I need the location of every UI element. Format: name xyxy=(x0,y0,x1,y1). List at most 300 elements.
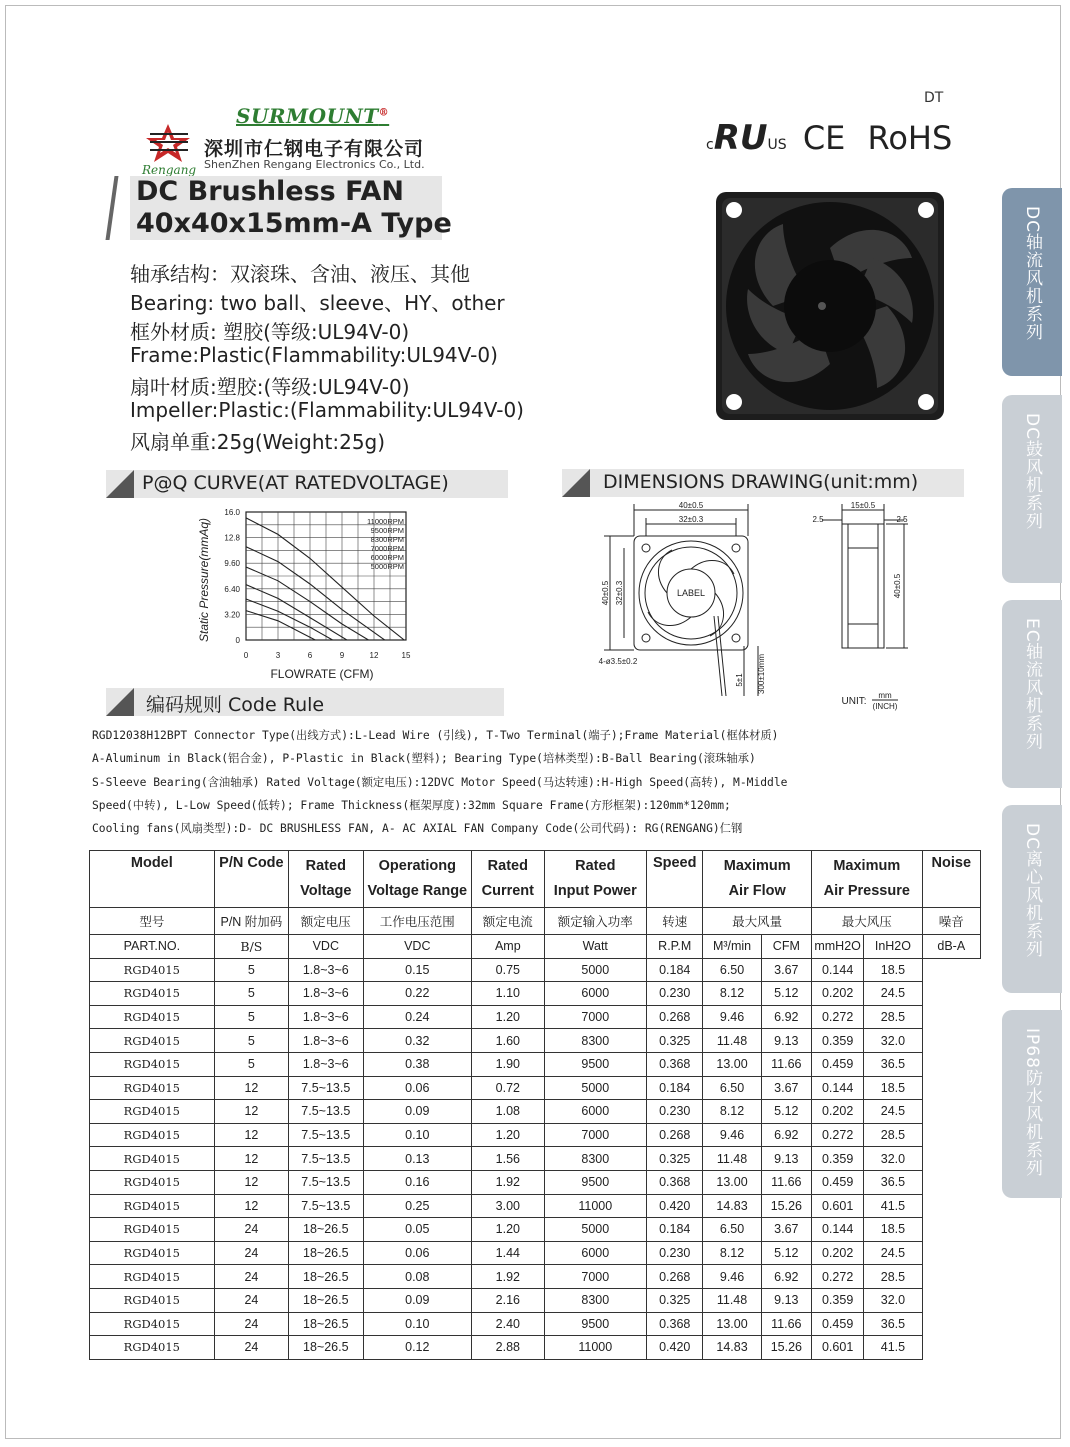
cell-pressure-mmh2o: 15.26 xyxy=(761,1336,811,1360)
code-rule-line: Speed(中转), L-Low Speed(低转); Frame Thickness(框架厚度):32mm Square Frame(方形框架):120mm*120mm; xyxy=(92,799,731,812)
cell-operating-range: 7.5~13.5 xyxy=(289,1194,363,1218)
cell-operating-range: 18~26.5 xyxy=(289,1336,363,1360)
cell-pressure-inh2o: 0.601 xyxy=(811,1336,863,1360)
cell-rated-power: 1.92 xyxy=(472,1265,544,1289)
pq-y-tick: 16.0 xyxy=(224,508,240,517)
cell-rated-power: 1.90 xyxy=(472,1052,544,1076)
cell-rated-power: 2.16 xyxy=(472,1288,544,1312)
cell-pressure-inh2o: 0.359 xyxy=(811,1147,863,1171)
cell-noise: 41.5 xyxy=(864,1194,922,1218)
certification-marks xyxy=(706,118,952,158)
table-row xyxy=(90,1123,981,1147)
unit-cell: mmH2O xyxy=(811,935,863,959)
cell-noise: 24.5 xyxy=(864,982,922,1006)
cell-speed: 6000 xyxy=(544,1100,647,1124)
table-row xyxy=(90,1288,981,1312)
code-rule-title: 编码规则 Code Rule xyxy=(146,694,325,716)
spec-impeller-cn: 扇叶材质:塑胶:(等级:UL94V-0) xyxy=(130,375,410,399)
cell-noise: 18.5 xyxy=(864,1076,922,1100)
cell-speed: 5000 xyxy=(544,1218,647,1242)
table-row xyxy=(90,1170,981,1194)
cell-rated-current: 0.25 xyxy=(363,1194,472,1218)
table-row xyxy=(90,982,981,1006)
cell-airflow-cfm: 11.48 xyxy=(703,1029,761,1053)
cell-airflow-cfm: 13.00 xyxy=(703,1052,761,1076)
ul-mark-icon: RU xyxy=(713,118,768,158)
pq-section-triangle-icon xyxy=(106,470,134,498)
pq-ylabel: Static Pressure(mmAq) xyxy=(197,517,211,643)
cell-rated-current: 0.32 xyxy=(363,1029,472,1053)
cell-rated-current: 0.24 xyxy=(363,1005,472,1029)
cell-rated-current: 0.13 xyxy=(363,1147,472,1171)
cell-speed: 6000 xyxy=(544,982,647,1006)
cell-operating-range: 1.8~3~6 xyxy=(289,1052,363,1076)
cell-speed: 11000 xyxy=(544,1194,647,1218)
cell-rated-current: 0.06 xyxy=(363,1241,472,1265)
pq-xlabel: FLOWRATE (CFM) xyxy=(270,667,374,681)
code-rule-line: A-Aluminum in Black(铝合金), P-Plastic in Black(塑料); Bearing Type(培林类型):B-Ball Bearing(滚珠轴承) xyxy=(92,752,756,765)
pq-curve-chart xyxy=(190,500,430,690)
cn-header: 额定输入功率 xyxy=(544,908,647,935)
side-tab-dc-centrifugal[interactable] xyxy=(1002,805,1062,993)
cell-rated-power: 1.20 xyxy=(472,1005,544,1029)
cell-rated-voltage: 5 xyxy=(214,1052,288,1076)
pq-section-title: P@Q CURVE(AT RATEDVOLTAGE) xyxy=(142,472,449,494)
cell-pressure-mmh2o: 3.67 xyxy=(761,958,811,982)
unit-cell: CFM xyxy=(761,935,811,959)
company-name-en: ShenZhen Rengang Electronics Co., Ltd. xyxy=(204,158,425,171)
cell-operating-range: 18~26.5 xyxy=(289,1241,363,1265)
cell-airflow-m3: 0.325 xyxy=(647,1029,703,1053)
cell-speed: 9500 xyxy=(544,1170,647,1194)
cell-pressure-inh2o: 0.601 xyxy=(811,1194,863,1218)
col-header-rated-voltage: Rated Voltage xyxy=(289,851,363,908)
cell-airflow-m3: 0.268 xyxy=(647,1123,703,1147)
table-row xyxy=(90,1241,981,1265)
pq-x-tick: 6 xyxy=(307,651,313,660)
cell-rated-power: 2.40 xyxy=(472,1312,544,1336)
cell-speed: 7000 xyxy=(544,1265,647,1289)
cell-airflow-m3: 0.420 xyxy=(647,1336,703,1360)
cell-operating-range: 1.8~3~6 xyxy=(289,982,363,1006)
logo-text: Rengang xyxy=(142,163,197,176)
cell-airflow-cfm: 6.50 xyxy=(703,958,761,982)
cell-rated-current: 0.16 xyxy=(363,1170,472,1194)
cell-model: RGD4015 xyxy=(90,1123,215,1147)
cell-pressure-mmh2o: 3.67 xyxy=(761,1076,811,1100)
cell-pressure-inh2o: 0.202 xyxy=(811,982,863,1006)
wire-length: 300±10mm xyxy=(757,654,766,694)
table-row xyxy=(90,1005,981,1029)
cert-us-mark: US xyxy=(767,137,787,153)
cell-noise: 36.5 xyxy=(864,1052,922,1076)
cell-operating-range: 7.5~13.5 xyxy=(289,1170,363,1194)
cell-rated-power: 1.56 xyxy=(472,1147,544,1171)
cell-airflow-cfm: 8.12 xyxy=(703,1241,761,1265)
cell-model: RGD4015 xyxy=(90,958,215,982)
dim-section-triangle-icon xyxy=(562,469,590,497)
unit-prefix: UNIT: xyxy=(841,696,867,707)
cell-airflow-cfm: 11.48 xyxy=(703,1288,761,1312)
cell-model: RGD4015 xyxy=(90,1218,215,1242)
spec-impeller-en: Impeller:Plastic:(Flammability:UL94V-0) xyxy=(130,398,524,422)
cell-rated-power: 1.92 xyxy=(472,1170,544,1194)
cell-airflow-cfm: 13.00 xyxy=(703,1312,761,1336)
cell-model: RGD4015 xyxy=(90,1336,215,1360)
cn-header: 型号 xyxy=(90,908,215,935)
cell-airflow-cfm: 14.83 xyxy=(703,1336,761,1360)
side-tab-dc-blower[interactable] xyxy=(1002,395,1062,583)
pq-x-tick: 15 xyxy=(401,651,411,660)
cell-rated-voltage: 24 xyxy=(214,1265,288,1289)
cell-rated-voltage: 24 xyxy=(214,1218,288,1242)
cell-rated-power: 1.08 xyxy=(472,1100,544,1124)
side-tab-label: DC轴流风机系列 xyxy=(1022,206,1042,341)
code-rule-line: S-Sleeve Bearing(含油轴承) Rated Voltage(额定电压):12DVC Motor Speed(马达转速):H-High Speed(高转), M-Middle xyxy=(92,776,788,789)
cell-model: RGD4015 xyxy=(90,1005,215,1029)
cell-pressure-mmh2o: 6.92 xyxy=(761,1123,811,1147)
cell-airflow-m3: 0.325 xyxy=(647,1147,703,1171)
cell-speed: 5000 xyxy=(544,1076,647,1100)
cell-noise: 28.5 xyxy=(864,1005,922,1029)
cell-rated-voltage: 24 xyxy=(214,1336,288,1360)
code-rule-line: RGD12038H12BPT Connector Type(出线方式):L-Lead Wire (引线), T-Two Terminal(端子);Frame Material(框体材质) xyxy=(92,729,779,742)
cell-airflow-m3: 0.368 xyxy=(647,1312,703,1336)
table-row xyxy=(90,1194,981,1218)
cn-header: 转速 xyxy=(647,908,703,935)
dim-side-height: 40±0.5 xyxy=(893,573,902,599)
cell-rated-current: 0.10 xyxy=(363,1312,472,1336)
cell-speed: 9500 xyxy=(544,1052,647,1076)
cell-speed: 11000 xyxy=(544,1336,647,1360)
dim-side-left: 2.5 xyxy=(812,515,824,524)
cell-speed: 7000 xyxy=(544,1005,647,1029)
cell-airflow-cfm: 13.00 xyxy=(703,1170,761,1194)
product-title-line2: 40x40x15mm-A Type xyxy=(136,208,452,239)
col-header-airflow: Maximum Air Flow xyxy=(703,851,812,908)
cell-pressure-inh2o: 0.459 xyxy=(811,1312,863,1336)
cell-rated-power: 0.72 xyxy=(472,1076,544,1100)
unit-cell: VDC xyxy=(289,935,363,959)
dim-height-hole: 32±0.3 xyxy=(615,580,624,606)
dimensions-drawing xyxy=(586,496,916,718)
table-body xyxy=(90,958,981,1359)
cell-pressure-inh2o: 0.144 xyxy=(811,1076,863,1100)
cn-header: 额定电流 xyxy=(472,908,544,935)
cell-rated-power: 1.60 xyxy=(472,1029,544,1053)
cn-header: 最大风量 xyxy=(703,908,812,935)
cell-noise: 32.0 xyxy=(864,1029,922,1053)
pq-legend-label: 7000RPM xyxy=(370,544,404,553)
cell-rated-voltage: 5 xyxy=(214,958,288,982)
cell-model: RGD4015 xyxy=(90,1076,215,1100)
cell-rated-voltage: 24 xyxy=(214,1241,288,1265)
cell-model: RGD4015 xyxy=(90,1312,215,1336)
cell-rated-power: 2.88 xyxy=(472,1336,544,1360)
side-tab-ec-axial[interactable] xyxy=(1002,600,1062,788)
cell-rated-voltage: 5 xyxy=(214,982,288,1006)
cell-operating-range: 1.8~3~6 xyxy=(289,1029,363,1053)
dim-width-hole: 32±0.3 xyxy=(678,515,704,524)
cell-speed: 7000 xyxy=(544,1123,647,1147)
cell-operating-range: 18~26.5 xyxy=(289,1218,363,1242)
cell-model: RGD4015 xyxy=(90,1194,215,1218)
cell-airflow-cfm: 6.50 xyxy=(703,1076,761,1100)
cell-rated-power: 0.75 xyxy=(472,958,544,982)
cell-rated-voltage: 12 xyxy=(214,1170,288,1194)
cell-speed: 5000 xyxy=(544,958,647,982)
cell-pressure-inh2o: 0.202 xyxy=(811,1241,863,1265)
fan-photo-icon xyxy=(712,188,948,424)
unit-mm: mm xyxy=(878,691,892,700)
cell-operating-range: 1.8~3~6 xyxy=(289,958,363,982)
cell-airflow-cfm: 6.50 xyxy=(703,1218,761,1242)
cell-noise: 41.5 xyxy=(864,1336,922,1360)
side-tab-label: IP68防水风机系列 xyxy=(1022,1028,1042,1177)
company-name-cn: 深圳市仁钢电子有限公司 xyxy=(204,138,425,160)
cell-rated-current: 0.06 xyxy=(363,1076,472,1100)
brand-text: SURMOUNT xyxy=(236,104,379,128)
spec-frame-en: Frame:Plastic(Flammability:UL94V-0) xyxy=(130,343,498,367)
code-rule-line: Cooling fans(风扇类型):D- DC BRUSHLESS FAN, A- AC AXIAL FAN Company Code(公司代码): RG(RENGANG)仁钢 xyxy=(92,822,743,835)
dim-width-outer: 40±0.5 xyxy=(678,501,704,510)
col-header-noise: Noise xyxy=(922,851,980,908)
table-row xyxy=(90,1312,981,1336)
table-header-row xyxy=(90,851,981,908)
pq-y-tick: 3.20 xyxy=(224,610,240,620)
side-tab-label: DC鼓风机系列 xyxy=(1022,413,1042,530)
cell-model: RGD4015 xyxy=(90,1288,215,1312)
cell-pressure-mmh2o: 9.13 xyxy=(761,1029,811,1053)
cell-noise: 24.5 xyxy=(864,1241,922,1265)
spec-weight: 风扇单重:25g(Weight:25g) xyxy=(130,430,386,454)
cell-noise: 28.5 xyxy=(864,1265,922,1289)
cell-airflow-m3: 0.184 xyxy=(647,1076,703,1100)
wire-strip: 5±1 xyxy=(735,673,744,687)
side-tab-ip68[interactable] xyxy=(1002,1010,1062,1198)
label-text: LABEL xyxy=(676,588,706,598)
table-row xyxy=(90,1147,981,1171)
cell-speed: 9500 xyxy=(544,1312,647,1336)
cell-noise: 18.5 xyxy=(864,1218,922,1242)
cell-rated-current: 0.12 xyxy=(363,1336,472,1360)
cell-airflow-m3: 0.230 xyxy=(647,1100,703,1124)
cell-model: RGD4015 xyxy=(90,982,215,1006)
cell-noise: 18.5 xyxy=(864,958,922,982)
cell-airflow-m3: 0.368 xyxy=(647,1052,703,1076)
pq-x-tick: 0 xyxy=(243,651,249,660)
pq-x-tick: 12 xyxy=(369,651,379,660)
cell-model: RGD4015 xyxy=(90,1147,215,1171)
pq-x-tick: 9 xyxy=(339,651,345,660)
cell-pressure-inh2o: 0.272 xyxy=(811,1123,863,1147)
side-tab-label: EC轴流风机系列 xyxy=(1022,618,1042,751)
cell-pressure-inh2o: 0.144 xyxy=(811,1218,863,1242)
cell-airflow-m3: 0.184 xyxy=(647,1218,703,1242)
cell-rated-power: 1.20 xyxy=(472,1123,544,1147)
cell-pressure-inh2o: 0.144 xyxy=(811,958,863,982)
cell-rated-voltage: 5 xyxy=(214,1005,288,1029)
doc-code: DT xyxy=(924,90,944,106)
cell-speed: 8300 xyxy=(544,1288,647,1312)
cell-pressure-inh2o: 0.359 xyxy=(811,1029,863,1053)
spec-table xyxy=(89,850,981,1360)
unit-cell: PART.NO. xyxy=(90,935,215,959)
unit-inch: (INCH) xyxy=(872,702,898,711)
cell-model: RGD4015 xyxy=(90,1029,215,1053)
cell-pressure-mmh2o: 6.92 xyxy=(761,1005,811,1029)
table-row xyxy=(90,1076,981,1100)
col-header-pressure: Maximum Air Pressure xyxy=(811,851,922,908)
cell-airflow-m3: 0.268 xyxy=(647,1265,703,1289)
cell-pressure-inh2o: 0.202 xyxy=(811,1100,863,1124)
pq-y-tick: 0 xyxy=(235,636,240,645)
rengang-logo xyxy=(140,120,200,176)
cell-pressure-mmh2o: 11.66 xyxy=(761,1052,811,1076)
brand-name xyxy=(236,104,389,128)
unit-cell: VDC xyxy=(363,935,472,959)
cell-noise: 28.5 xyxy=(864,1123,922,1147)
rohs-mark: RoHS xyxy=(867,119,953,157)
pq-y-tick: 9.60 xyxy=(224,559,240,569)
cell-noise: 32.0 xyxy=(864,1288,922,1312)
spec-bearing-en: Bearing: two ball、sleeve、HY、other xyxy=(130,291,505,315)
unit-cell: M³/min xyxy=(703,935,761,959)
table-row xyxy=(90,1265,981,1289)
table-row xyxy=(90,958,981,982)
cell-operating-range: 7.5~13.5 xyxy=(289,1123,363,1147)
cell-pressure-inh2o: 0.272 xyxy=(811,1005,863,1029)
cell-airflow-m3: 0.230 xyxy=(647,1241,703,1265)
cell-airflow-cfm: 8.12 xyxy=(703,982,761,1006)
dim-thickness: 15±0.5 xyxy=(850,501,876,510)
table-row xyxy=(90,1218,981,1242)
cell-noise: 36.5 xyxy=(864,1170,922,1194)
cell-rated-current: 0.05 xyxy=(363,1218,472,1242)
pq-y-tick: 6.40 xyxy=(224,584,240,594)
side-tab-dc-axial[interactable] xyxy=(1002,188,1062,376)
cell-rated-current: 0.38 xyxy=(363,1052,472,1076)
cell-speed: 8300 xyxy=(544,1147,647,1171)
cell-airflow-cfm: 9.46 xyxy=(703,1005,761,1029)
cell-rated-voltage: 24 xyxy=(214,1312,288,1336)
cell-rated-current: 0.22 xyxy=(363,982,472,1006)
cell-model: RGD4015 xyxy=(90,1100,215,1124)
cell-airflow-m3: 0.184 xyxy=(647,958,703,982)
cell-noise: 32.0 xyxy=(864,1147,922,1171)
spec-frame-cn: 框外材质: 塑胶(等级:UL94V-0) xyxy=(130,320,410,344)
unit-cell: Amp xyxy=(472,935,544,959)
cell-speed: 6000 xyxy=(544,1241,647,1265)
spec-bearing-cn: 轴承结构：双滚珠、含油、液压、其他 xyxy=(130,262,470,286)
cell-model: RGD4015 xyxy=(90,1170,215,1194)
cert-c-mark: c xyxy=(706,137,714,153)
table-row xyxy=(90,1336,981,1360)
table-header-cn-row xyxy=(90,908,981,935)
pn-code-cell: B/S xyxy=(214,935,288,959)
cn-header: 工作电压范围 xyxy=(363,908,472,935)
cell-pressure-mmh2o: 9.13 xyxy=(761,1147,811,1171)
cell-rated-voltage: 24 xyxy=(214,1288,288,1312)
dim-side-right: 2.5 xyxy=(896,515,908,524)
cell-model: RGD4015 xyxy=(90,1265,215,1289)
cell-pressure-mmh2o: 11.66 xyxy=(761,1170,811,1194)
cell-operating-range: 7.5~13.5 xyxy=(289,1100,363,1124)
cell-pressure-mmh2o: 5.12 xyxy=(761,1241,811,1265)
table-units-row xyxy=(90,935,981,959)
cell-noise: 36.5 xyxy=(864,1312,922,1336)
table-row xyxy=(90,1100,981,1124)
cell-airflow-m3: 0.325 xyxy=(647,1288,703,1312)
cell-airflow-cfm: 14.83 xyxy=(703,1194,761,1218)
cell-pressure-mmh2o: 3.67 xyxy=(761,1218,811,1242)
cell-pressure-mmh2o: 9.13 xyxy=(761,1288,811,1312)
unit-cell: InH2O xyxy=(864,935,922,959)
col-header-model: Model xyxy=(90,851,215,908)
cell-rated-current: 0.09 xyxy=(363,1288,472,1312)
col-header-operating-range: Operationg Voltage Range xyxy=(363,851,472,908)
cn-header: 最大风压 xyxy=(811,908,922,935)
cell-rated-current: 0.08 xyxy=(363,1265,472,1289)
cell-rated-voltage: 12 xyxy=(214,1076,288,1100)
brand-registered-mark: ® xyxy=(378,107,390,119)
cell-rated-power: 3.00 xyxy=(472,1194,544,1218)
dim-section-title: DIMENSIONS DRAWING(unit:mm) xyxy=(603,471,919,493)
cell-rated-voltage: 12 xyxy=(214,1123,288,1147)
cell-pressure-mmh2o: 6.92 xyxy=(761,1265,811,1289)
cell-airflow-m3: 0.268 xyxy=(647,1005,703,1029)
cell-pressure-inh2o: 0.359 xyxy=(811,1288,863,1312)
pq-legend-label: 5000RPM xyxy=(370,562,404,571)
cell-operating-range: 18~26.5 xyxy=(289,1265,363,1289)
cell-operating-range: 7.5~13.5 xyxy=(289,1147,363,1171)
cell-model: RGD4015 xyxy=(90,1241,215,1265)
cell-pressure-inh2o: 0.459 xyxy=(811,1052,863,1076)
cell-rated-current: 0.10 xyxy=(363,1123,472,1147)
cell-airflow-cfm: 11.48 xyxy=(703,1147,761,1171)
cell-pressure-mmh2o: 5.12 xyxy=(761,982,811,1006)
cell-pressure-inh2o: 0.272 xyxy=(811,1265,863,1289)
pq-legend xyxy=(367,517,404,571)
cell-pressure-mmh2o: 15.26 xyxy=(761,1194,811,1218)
cell-rated-current: 0.15 xyxy=(363,958,472,982)
cell-operating-range: 7.5~13.5 xyxy=(289,1076,363,1100)
unit-cell: R.P.M xyxy=(647,935,703,959)
unit-cell: dB-A xyxy=(922,935,980,959)
ce-mark-icon: CE xyxy=(802,119,846,157)
product-title-line1: DC Brushless FAN xyxy=(136,176,404,207)
col-header-speed: Speed xyxy=(647,851,703,908)
side-tab-label: DC离心风机系列 xyxy=(1022,823,1042,958)
cell-rated-power: 1.44 xyxy=(472,1241,544,1265)
cell-operating-range: 1.8~3~6 xyxy=(289,1005,363,1029)
col-header-pn: P/N Code xyxy=(214,851,288,908)
cell-airflow-cfm: 9.46 xyxy=(703,1123,761,1147)
cell-operating-range: 18~26.5 xyxy=(289,1288,363,1312)
pq-series-line xyxy=(246,567,369,640)
logo-star-icon xyxy=(146,124,190,162)
cell-airflow-m3: 0.368 xyxy=(647,1170,703,1194)
cell-airflow-m3: 0.420 xyxy=(647,1194,703,1218)
cell-noise: 24.5 xyxy=(864,1100,922,1124)
cell-model: RGD4015 xyxy=(90,1052,215,1076)
cn-header: 噪音 xyxy=(922,908,980,935)
cn-header: 额定电压 xyxy=(289,908,363,935)
cell-rated-power: 1.20 xyxy=(472,1218,544,1242)
cell-pressure-inh2o: 0.459 xyxy=(811,1170,863,1194)
cell-pressure-mmh2o: 5.12 xyxy=(761,1100,811,1124)
cell-rated-voltage: 12 xyxy=(214,1147,288,1171)
